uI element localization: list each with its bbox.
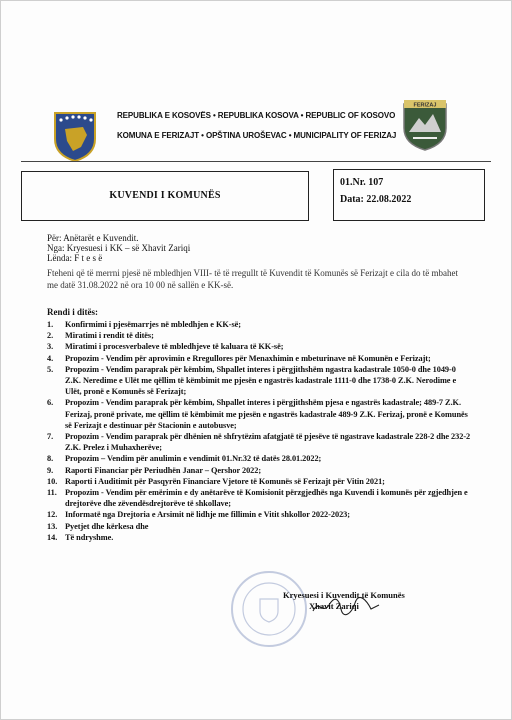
agenda-item-number: 5. [47,364,54,374]
agenda-item [41,431,473,453]
agenda-item-text: Miratimi i rendit të ditës; [65,331,154,341]
agenda-item-number: 1. [47,320,54,329]
agenda-list [41,319,473,543]
title-box [21,171,309,221]
agenda-item-text: Propozim - Vendim paraprak për këmbim, Shpallet interes i përgjithshëm ngastra kadastrale 1050-0 dhe 1049-0 Z.K. Neredime e Ulët me qëllim të këmbimit me pjesën e ngastrës kadastrale 1111-0 dhe 1738-0 Z.K. Nerodime e Ulët, pronë e Komunës së Ferizajt; [65,364,457,397]
agenda-item [41,319,473,330]
agenda-item-text: Propozim - Vendim paraprak për këmbim, Shpallet interes i përgjithshëm pjesa e ngastrës kadastrale; 489-7 Z.K. Ferizaj, pronë private, me qëllim të këmbimit me pjesën e ngastrës kadastrale 489-9 Z.K. Ferizaj, pronë e Komunës së Ferizajt e destinuar për Stacionin e autobusve; [65,398,468,430]
agenda-item [41,509,473,520]
meta-recipient: Për: Anëtarët e Kuvendit. [47,233,139,243]
agenda-item-text: Konfirmimi i pjesëmarrjes në mbledhjen e KK-së; [65,320,241,329]
agenda-item [41,476,473,487]
agenda-item [41,521,473,532]
signatory-name: Xhavit Zariqi [309,601,359,611]
agenda-item [41,341,473,352]
letter-meta [47,233,190,263]
agenda-item [41,353,473,364]
agenda-item-number: 4. [47,353,54,363]
agenda-item-number: 3. [47,342,54,352]
reference-box [333,169,485,221]
agenda-item-text: Miratimi i procesverbaleve të mbledhjeve të kaluara të KK-së; [65,342,284,352]
invitation-paragraph: Fteheni që të merrni pjesë në mbledhjen VIII- të të rregullt të Kuvendit të Komunës së Ferizajt e cila do të mbahet me datë 31.08.2022 në ora 10 00 në sallën e KK-së. [47,268,458,290]
agenda-item-number: 8. [47,454,54,464]
kosovo-coat-of-arms-icon [53,111,97,163]
agenda-heading: Rendi i ditës: [47,307,99,317]
agenda-item-number: 13. [47,521,58,531]
agenda-item-text: Raporti Financiar për Periudhën Janar – Qershor 2022; [65,465,262,475]
agenda-item [41,532,473,543]
agenda-item-number: 11. [47,488,57,498]
agenda-item [41,465,473,476]
agenda-item [41,397,473,431]
agenda-item [41,487,473,509]
agenda-item-number: 7. [47,432,54,442]
agenda-item-number: 2. [47,331,54,341]
letterhead [117,111,407,141]
reference-date: Data: 22.08.2022 [340,194,412,205]
agenda-item-text: Propozim - Vendim paraprak për dhënien në shfrytëzim afatgjatë të pjesëve të ngastrave kadastrale 228-2 dhe 232-2 Z.K. Prelez i Muhaxherëve; [65,432,471,453]
agenda-item [41,330,473,341]
agenda-item-number: 10. [47,476,58,486]
signatory-title: Kryesuesi i Kuvendit të Komunës [283,590,405,600]
letterhead-municipality: KOMUNA E FERIZAJT • OPŠTINA UROŠEVAC • MUNICIPALITY OF FERIZAJ [117,131,397,140]
agenda-item [41,364,473,398]
reference-number: 01.Nr. 107 [340,177,384,188]
letterhead-republic: REPUBLIKA E KOSOVËS • REPUBLIKA KOSOVA • REPUBLIC OF KOSOVO [117,111,396,120]
agenda-item-number: 14. [47,532,58,542]
meta-subject: Lënda: F t e s ë [47,253,103,263]
agenda-item-text: Raporti i Auditimit për Pasqyrën Financiare Vjetore të Komunës së Ferizajt për Vitin 2021; [65,476,385,486]
agenda-item-text: Të ndryshme. [65,532,114,542]
agenda-item-text: Propozim – Vendim për anulimin e vendimit 01.Nr.32 të datës 28.01.2022; [65,454,322,464]
header-divider [21,161,491,162]
agenda-item-text: Informatë nga Drejtoria e Arsimit në lidhje me fillimin e Vitit shkollor 2022-2023; [65,510,350,520]
ferizaj-emblem-icon [401,98,449,152]
agenda-item-text: Propozim - Vendim për emërimin e dy anëtarëve të Komisionit përzgjedhës nga Kuvendi i komunës për zgjedhjen e drejtorëve dhe zëvendësdrejtorëve të shkollave; [65,488,468,509]
agenda-item-text: Pyetjet dhe kërkesa dhe [65,521,149,531]
agenda-item-number: 6. [47,398,54,408]
meta-sender: Nga: Kryesuesi i KK – së Xhavit Zariqi [47,243,191,253]
agenda-item-text: Propozim - Vendim për aprovimin e Rregullores për Menaxhimin e mbeturinave në Komunën e Ferizajt; [65,353,431,363]
agenda-item-number: 9. [47,465,54,475]
ferizaj-emblem-label: FERIZAJ [413,102,437,109]
assembly-title: KUVENDI I KOMUNËS [109,190,221,201]
signature-block [283,590,405,612]
agenda-item-number: 12. [47,510,58,520]
agenda-item [41,453,473,464]
